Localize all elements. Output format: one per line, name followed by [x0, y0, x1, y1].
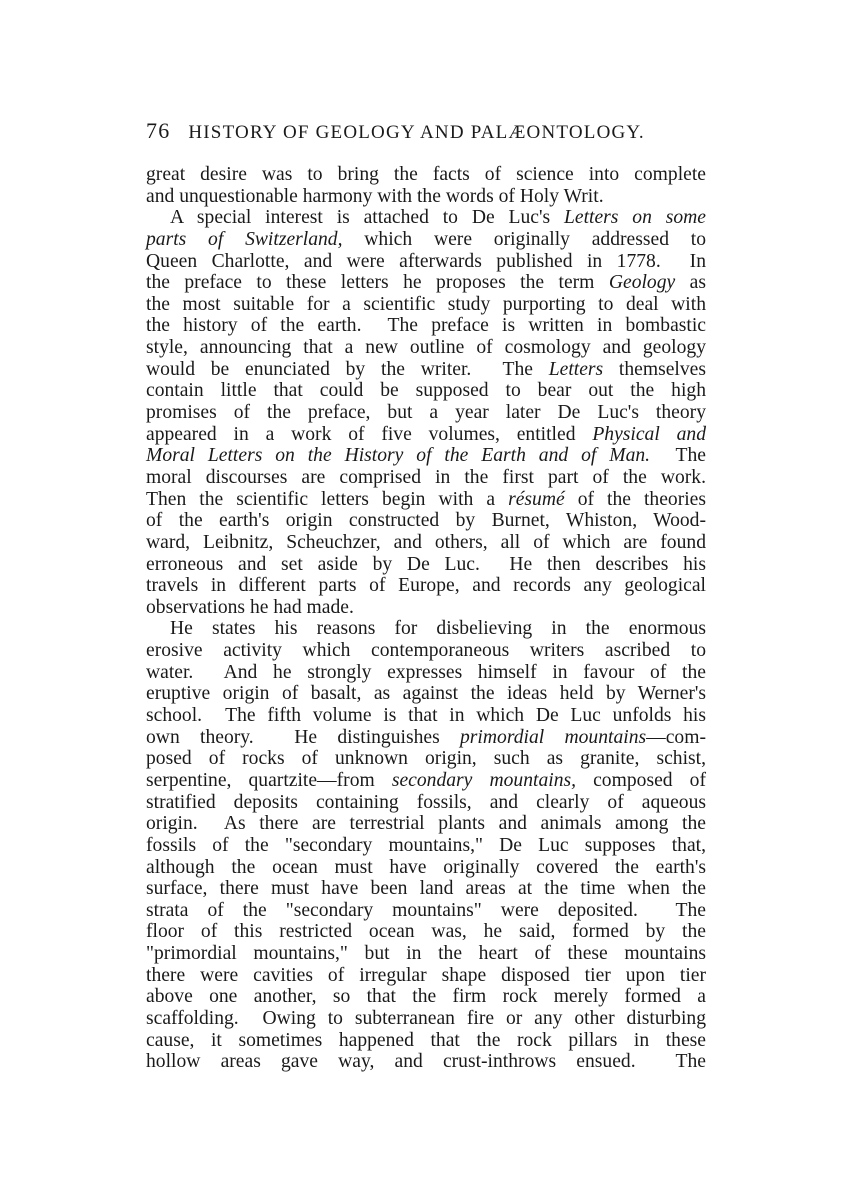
text-segment: and unquestionable harmony with the words of Holy Writ. [146, 185, 604, 207]
text-segment: origin. As there are terrestrial plants and animals among the [146, 813, 706, 835]
text-line [146, 272, 706, 294]
text-line [146, 467, 706, 489]
text-segment: there were cavities of irregular shape disposed tier upon tier [146, 964, 706, 986]
text-line [146, 1030, 706, 1052]
text-line [146, 792, 706, 814]
text-segment: would be enunciated by the writer. The [146, 358, 549, 380]
text-segment: the most suitable for a scientific study purporting to deal with [146, 293, 706, 315]
text-segment: great desire was to bring the facts of science into complete [146, 164, 706, 185]
text-line [146, 337, 706, 359]
text-segment: appeared in a work of five volumes, entitled [146, 423, 593, 445]
text-line [146, 402, 706, 424]
text-segment: A special interest is attached to De Luc's [170, 207, 564, 229]
text-segment: observations he had made. [146, 596, 354, 618]
text-line [146, 489, 706, 511]
text-segment: of the earth's origin constructed by Burnet, Whiston, Wood- [146, 510, 706, 532]
text-line [146, 424, 706, 446]
text-segment: scaffolding. Owing to subterranean fire or any other disturbing [146, 1007, 706, 1029]
text-line [146, 380, 706, 402]
italic-text: Physical and [592, 423, 706, 445]
italic-text: Moral Letters on the History of the Earth and of Man. [146, 445, 651, 467]
text-line [146, 575, 706, 597]
text-segment: the preface to these letters he proposes the term [146, 272, 609, 294]
text-line [146, 683, 706, 705]
text-segment: although the ocean must have originally covered the earth's [146, 856, 706, 878]
text-segment: water. And he strongly expresses himself in favour of the [146, 661, 706, 683]
text-line [146, 251, 706, 273]
italic-text: parts of Switzerland, [146, 228, 343, 250]
text-line [146, 770, 706, 792]
text-segment: promises of the preface, but a year later De Luc's theory [146, 402, 706, 424]
text-line [146, 878, 706, 900]
italic-text: résumé [508, 488, 565, 510]
text-line [146, 554, 706, 576]
text-line [146, 1008, 706, 1030]
text-segment: school. The fifth volume is that in which De Luc unfolds his [146, 705, 706, 727]
text-segment: serpentine, quartzite—from [146, 769, 392, 791]
text-line [146, 813, 706, 835]
text-segment: The [650, 445, 707, 467]
text-line [146, 727, 706, 749]
text-segment: floor of this restricted ocean was, he said, formed by the [146, 921, 706, 943]
text-line [146, 359, 706, 381]
text-segment: erroneous and set aside by De Luc. He then describes his [146, 553, 706, 575]
text-line [146, 229, 706, 251]
text-segment: of the theories [564, 488, 707, 510]
text-segment: contain little that could be supposed to bear out the high [146, 380, 706, 402]
text-segment: which were originally addressed to [342, 228, 707, 250]
running-title: HISTORY OF GEOLOGY AND PALÆONTOLOGY. [188, 122, 645, 143]
text-segment: travels in different parts of Europe, and records any geological [146, 575, 706, 597]
text-line [146, 315, 706, 337]
text-segment: "primordial mountains," but in the heart of these mountains [146, 943, 706, 965]
text-line [146, 921, 706, 943]
running-head [146, 118, 706, 144]
text-segment: He states his reasons for disbelieving in the enormous [170, 618, 706, 640]
text-line [146, 748, 706, 770]
text-line [146, 943, 706, 965]
text-segment: fossils of the "secondary mountains," De Luc supposes that, [146, 834, 706, 856]
text-line [146, 618, 706, 640]
text-segment: Queen Charlotte, and were afterwards published in 1778. In [146, 250, 706, 272]
text-segment: stratified deposits containing fossils, and clearly of aqueous [146, 791, 706, 813]
text-line [146, 207, 706, 229]
text-segment: ward, Leibnitz, Scheuchzer, and others, all of which are found [146, 531, 706, 553]
text-line [146, 965, 706, 987]
text-segment: surface, there must have been land areas at the time when the [146, 878, 706, 900]
text-segment: own theory. He distinguishes [146, 726, 460, 748]
text-segment: above one another, so that the firm rock merely formed a [146, 986, 706, 1008]
italic-text: Letters [548, 358, 604, 380]
text-line [146, 445, 706, 467]
italic-text: Letters on some [564, 207, 706, 229]
text-segment: style, announcing that a new outline of cosmology and geology [146, 337, 706, 359]
text-segment: as [675, 272, 706, 294]
text-segment: erosive activity which contemporaneous writers ascribed to [146, 640, 706, 662]
text-segment: Then the scientific letters begin with a [146, 488, 509, 510]
text-segment: strata of the "secondary mountains" were deposited. The [146, 899, 706, 921]
text-line [146, 662, 706, 684]
text-line [146, 835, 706, 857]
text-line [146, 1051, 706, 1073]
text-line [146, 532, 706, 554]
body-text [146, 164, 706, 1073]
text-segment: moral discourses are comprised in the first part of the work. [146, 466, 706, 488]
text-segment: posed of rocks of unknown origin, such as granite, schist, [146, 748, 706, 770]
italic-text: secondary mountains, [391, 769, 577, 791]
text-line [146, 510, 706, 532]
text-line [146, 294, 706, 316]
text-line [146, 857, 706, 879]
text-line [146, 164, 706, 186]
text-segment: hollow areas gave way, and crust-inthrows ensued. The [146, 1051, 706, 1073]
text-segment: eruptive origin of basalt, as against the ideas held by Werner's [146, 683, 706, 705]
text-line [146, 705, 706, 727]
text-segment: —com- [646, 726, 706, 748]
page-number: 76 [146, 118, 171, 143]
text-segment: cause, it sometimes happened that the rock pillars in these [146, 1029, 706, 1051]
text-line [146, 186, 706, 208]
text-segment: themselves [603, 358, 706, 380]
text-segment: composed of [576, 769, 706, 791]
italic-text: Geology [608, 272, 676, 294]
text-segment: the history of the earth. The preface is written in bombastic [146, 315, 706, 337]
text-line [146, 986, 706, 1008]
italic-text: primordial mountains [460, 726, 647, 748]
text-line [146, 640, 706, 662]
text-line [146, 597, 706, 619]
text-line [146, 900, 706, 922]
